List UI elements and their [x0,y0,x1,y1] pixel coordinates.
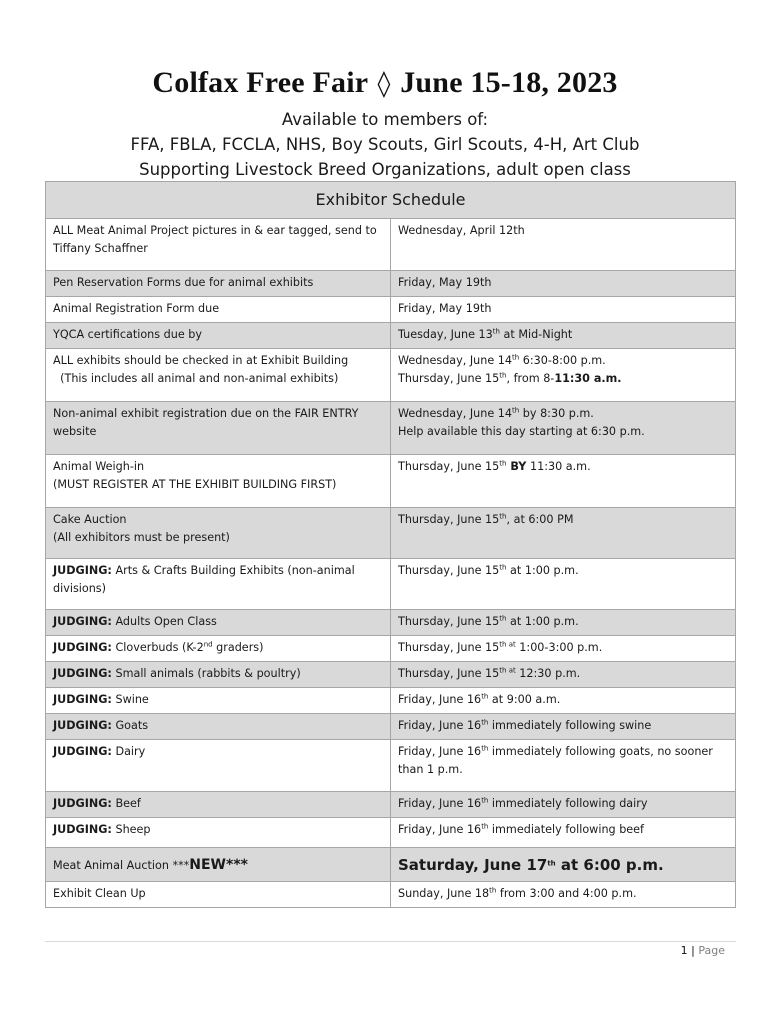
table-row [46,636,736,662]
page-number: 1 [680,944,688,957]
event-cell: JUDGING: Beef [46,792,391,818]
event-cell: JUDGING: Sheep [46,818,391,848]
event-cell: Cake Auction (All exhibitors must be present) [46,508,391,559]
table-row [46,219,736,271]
date-cell: Sunday, June 18th from 3:00 and 4:00 p.m. [391,882,736,908]
exhibitor-schedule-table [45,181,736,908]
event-cell: JUDGING: Goats [46,714,391,740]
date-cell: Thursday, June $15^{th at}$ 12:30 p.m. [391,662,736,688]
subtitle-line-1: Available to members of: [281,110,489,129]
table-header-row [46,182,736,219]
table-row [46,882,736,908]
table-row [46,349,736,402]
event-cell: JUDGING: Cloverbuds (K-2nd graders) [46,636,391,662]
table-row [46,662,736,688]
table-heading: Exhibitor Schedule [46,182,736,219]
title-fair-name: Colfax Free Fair [152,66,368,99]
table-row [46,610,736,636]
date-cell: Friday, June 16th immediately following goats, no sooner than 1 p.m. [391,740,736,792]
date-cell: Wednesday, June 14th by 8:30 p.m. Help available this day starting at 6:30 p.m. [391,402,736,455]
table-row [46,688,736,714]
subtitle-line-3: Supporting Livestock Breed Organizations, adult open class [139,160,631,179]
event-cell: JUDGING: Arts & Crafts Building Exhibits (non-animal divisions) [46,559,391,610]
date-cell: Thursday, June 15th at 1:00 p.m. [391,610,736,636]
date-cell: Friday, May 19th [391,297,736,323]
table-row [46,559,736,610]
event-cell: ALL Meat Animal Project pictures in & ear tagged, send to Tiffany Schaffner [46,219,391,271]
table-row [46,792,736,818]
date-cell: Tuesday, June 13th at Mid-Night [391,323,736,349]
date-cell: Saturday, June 17th at 6:00 p.m. [391,848,736,882]
table-row [46,297,736,323]
date-cell: Thursday, June 15th at 1:00 p.m. [391,559,736,610]
table-row [46,818,736,848]
event-cell: Animal Registration Form due [46,297,391,323]
date-cell: Friday, May 19th [391,271,736,297]
date-cell: Friday, June 16th immediately following beef [391,818,736,848]
event-cell: ALL exhibits should be checked in at Exhibit Building (This includes all animal and non-animal exhibits) [46,349,391,402]
date-cell: Friday, June 16th immediately following swine [391,714,736,740]
event-cell: Animal Weigh-in (MUST REGISTER AT THE EXHIBIT BUILDING FIRST) [46,455,391,508]
date-cell: Wednesday, April 12th [391,219,736,271]
event-cell: Exhibit Clean Up [46,882,391,908]
date-cell: Thursday, June 15th BY 11:30 a.m. [391,455,736,508]
event-cell: Non-animal exhibit registration due on the FAIR ENTRY website [46,402,391,455]
title-dates: June 15-18, 2023 [400,66,618,99]
table-row [46,455,736,508]
date-cell: Friday, June 16th at 9:00 a.m. [391,688,736,714]
event-cell: JUDGING: Dairy [46,740,391,792]
date-cell: Thursday, June $15^{th at}$ 1:00-3:00 p.m. [391,636,736,662]
document-title [0,66,770,100]
page-label: Page [698,944,725,957]
table-row [46,740,736,792]
date-cell: Thursday, June 15th, at 6:00 PM [391,508,736,559]
table-row [46,402,736,455]
diamond-separator: ◊ [377,69,391,99]
event-cell: JUDGING: Swine [46,688,391,714]
footer-divider [45,941,736,942]
date-cell: Wednesday, June 14th 6:30-8:00 p.m. Thursday, June 15th, from 8-11:30 a.m. [391,349,736,402]
event-cell: JUDGING: Small animals (rabbits & poultry) [46,662,391,688]
page-footer [681,944,725,957]
table-row [46,508,736,559]
footer-separator: | [687,944,699,957]
table-row [46,714,736,740]
table-row [46,323,736,349]
subtitle-line-2: FFA, FBLA, FCCLA, NHS, Boy Scouts, Girl Scouts, 4-H, Art Club [130,135,640,154]
event-cell: JUDGING: Adults Open Class [46,610,391,636]
event-cell: Meat Animal Auction ***NEW*** [46,848,391,882]
table-row [46,271,736,297]
event-cell: YQCA certifications due by [46,323,391,349]
date-cell: Friday, June 16th immediately following dairy [391,792,736,818]
event-cell: Pen Reservation Forms due for animal exhibits [46,271,391,297]
table-row [46,848,736,882]
